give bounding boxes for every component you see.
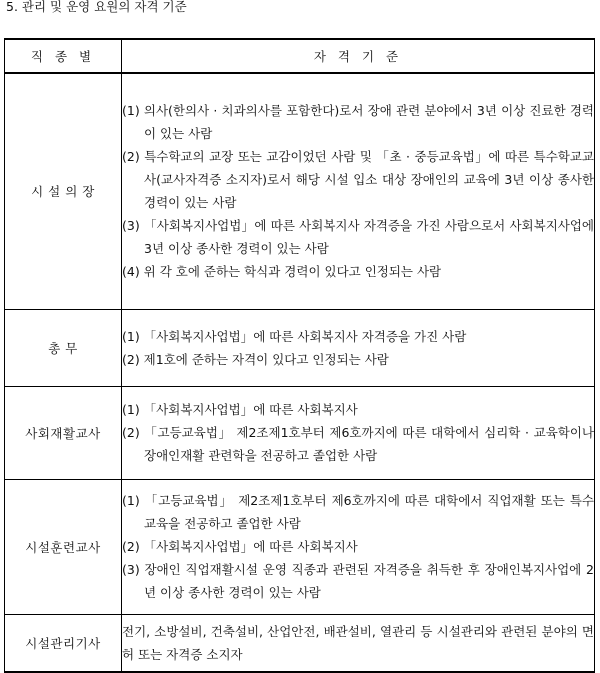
criteria-item: (3) 장애인 직업재활시설 운영 직종과 관련된 자격증을 취득한 후 장애인복지사업에 2년 이상 종사한 경력이 있는 사람	[122, 562, 594, 600]
criteria-item: (2) 「사회복지사업법」에 따른 사회복지사	[122, 539, 358, 554]
criteria-text: 전기, 소방설비, 건축설비, 산업안전, 배관설비, 열관리 등 시설관리와 관련된 분야의 면허 또는 자격증 소지자	[122, 623, 594, 662]
table-row	[5, 73, 595, 309]
job-title-rehab-teacher: 사회재활교사	[5, 386, 122, 479]
section-heading: 5. 관리 및 운영 요원의 자격 기준	[6, 0, 187, 14]
table-header-row	[5, 39, 595, 73]
criteria-item: (2) 「고등교육법」 제2조제1호부터 제6호까지에 따른 대학에서 심리학 · 교육학이나 장애인재활 관련학을 전공하고 졸업한 사람	[122, 425, 594, 463]
qualification-table	[4, 38, 595, 673]
header-criteria: 자 격 기 준	[122, 39, 595, 73]
criteria-item: (1) 의사(한의사 · 치과의사를 포함한다)로서 장애 관련 분야에서 3년 이상 진료한 경력이 있는 사람	[122, 103, 594, 142]
criteria-item: (1) 「사회복지사업법」에 따른 사회복지사	[122, 402, 358, 417]
criteria-general-affairs	[122, 309, 595, 386]
criteria-item: (3) 「사회복지사업법」에 따른 사회복지사 자격증을 가진 사람으로서 사회복지사업에 3년 이상 종사한 경력이 있는 사람	[122, 218, 594, 257]
table-row	[5, 386, 595, 479]
criteria-item: (2) 특수학교의 교장 또는 교감이었던 사람 및 「초 · 중등교육법」에 따른 특수학교교사(교사자격증 소지자)로서 해당 시설 입소 대상 장애인의 교육에 3년 이상 종사한 경력이 있는 사람	[122, 149, 594, 211]
criteria-facility-engineer	[122, 614, 595, 672]
criteria-item: (4) 위 각 호에 준하는 학식과 경력이 있다고 인정되는 사람	[122, 264, 442, 280]
table-row	[5, 479, 595, 614]
header-job-type: 직 종 별	[5, 39, 122, 73]
table-row	[5, 614, 595, 672]
criteria-item: (2) 제1호에 준하는 자격이 있다고 인정되는 사람	[122, 351, 389, 367]
job-title-director: 시 설 의 장	[5, 73, 122, 309]
criteria-item: (1) 「고등교육법」 제2조제1호부터 제6호까지에 따른 대학에서 직업재활 또는 특수교육을 전공하고 졸업한 사람	[122, 493, 594, 531]
job-title-general-affairs: 총 무	[5, 309, 122, 386]
criteria-rehab-teacher	[122, 386, 595, 479]
job-title-training-teacher: 시설훈련교사	[5, 479, 122, 614]
table-row	[5, 309, 595, 386]
job-title-facility-engineer: 시설관리기사	[5, 614, 122, 672]
criteria-director	[122, 73, 595, 309]
criteria-item: (1) 「사회복지사업법」에 따른 사회복지사 자격증을 가진 사람	[122, 328, 467, 344]
criteria-training-teacher	[122, 479, 595, 614]
